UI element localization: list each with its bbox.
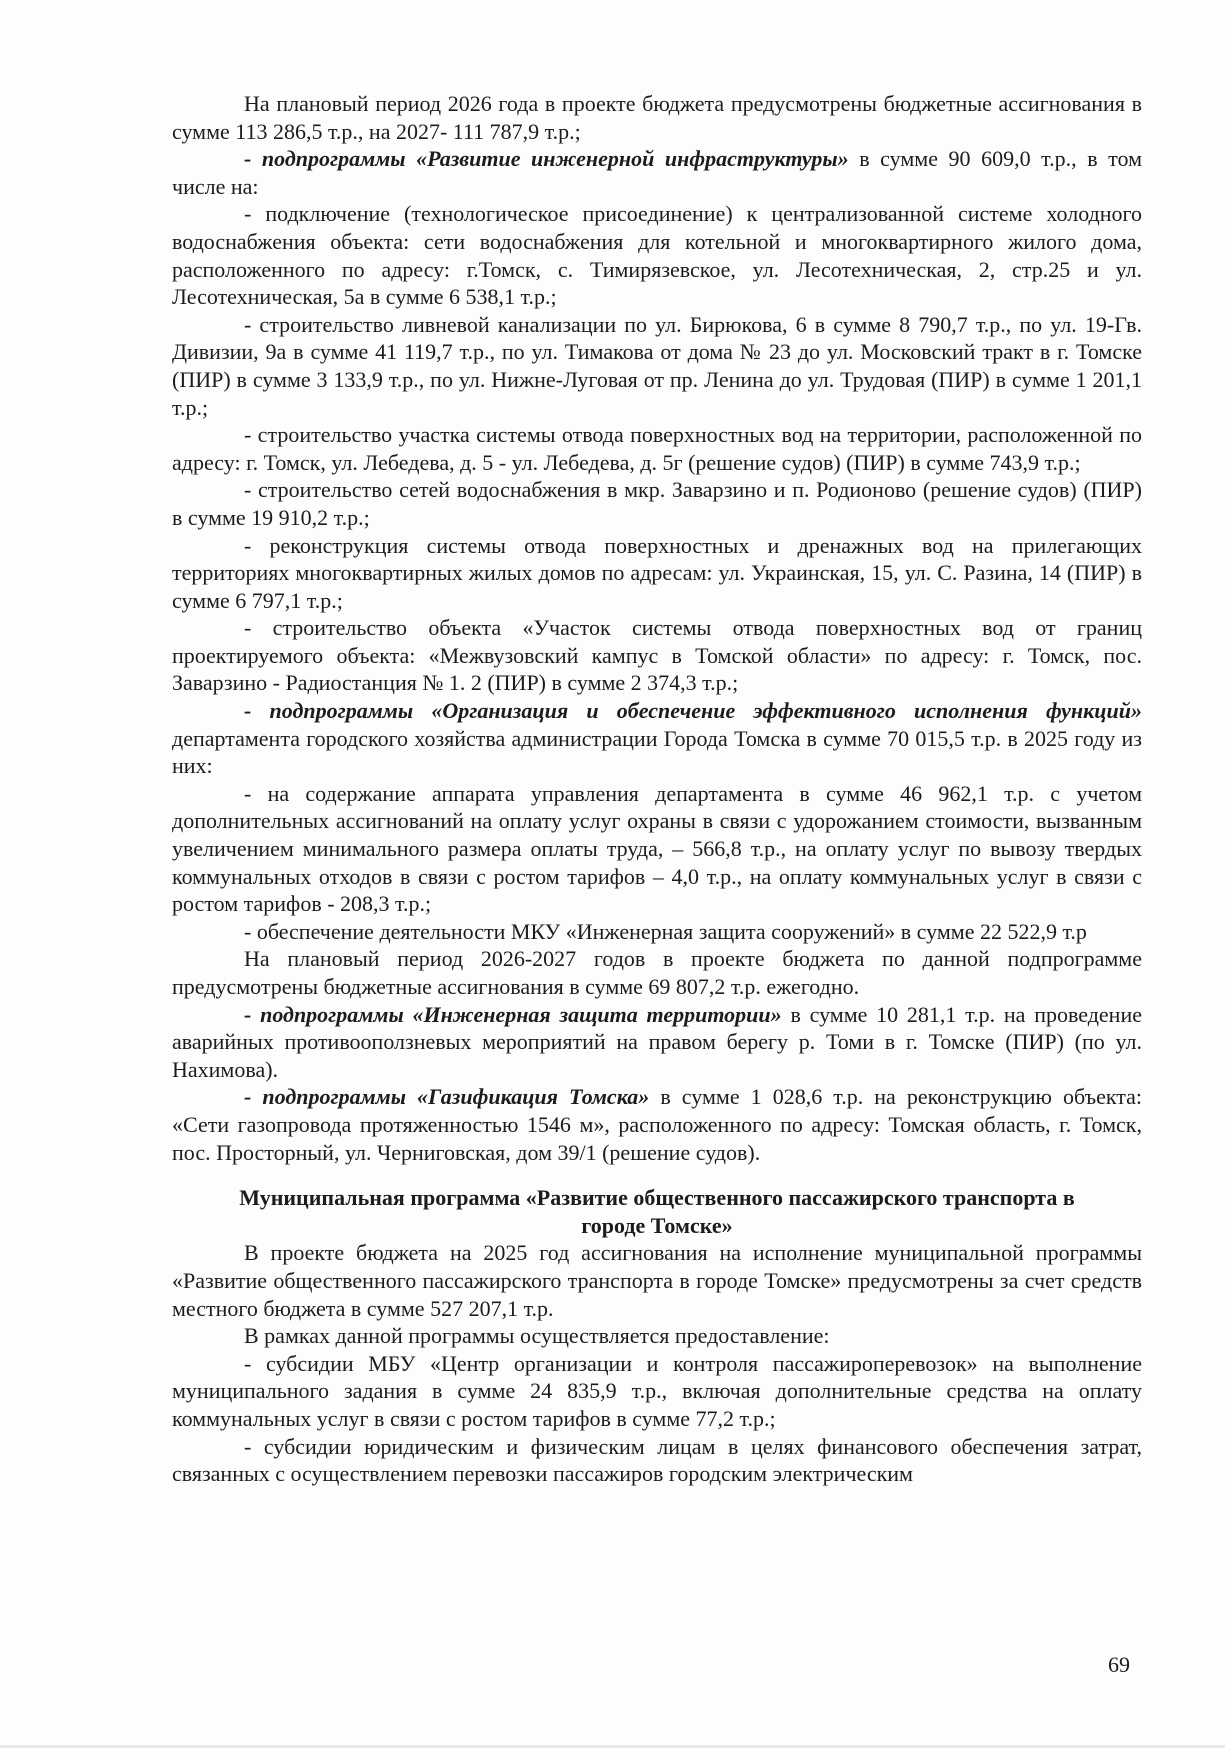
paragraph: - строительство объекта «Участок системы отвода поверхностных вод от границ проектируемого объекта: «Межвузовский кампус в Томской области» по адресу: г. Томск, пос. Заварзино - Радиостанция № 1. 2 (ПИР) в сумме 2 374,3 т.р.; bbox=[172, 615, 1142, 696]
paragraph: В проекте бюджета на 2025 год ассигнования на исполнение муниципальной программы «Развитие общественного пассажирского транспорта в городе Томске» предусмотрены за счет средств местного бюджета в сумме 527 207,1 т.р. bbox=[172, 1240, 1142, 1321]
paragraph: - реконструкция системы отвода поверхностных и дренажных вод на прилегающих территориях многоквартирных жилых домов по адресам: ул. Украинская, 15, ул. С. Разина, 14 (ПИР) в сумме 6 797,1 т.р.; bbox=[172, 532, 1142, 613]
section-heading: Муниципальная программа «Развитие общественного пассажирского транспорта в городе Томске» bbox=[239, 1185, 1075, 1238]
scan-edge-divider bbox=[0, 1745, 1225, 1748]
subprogram-title: - подпрограммы «Газификация Томска» bbox=[244, 1084, 650, 1110]
subprogram-title: - подпрограммы «Организация и обеспечение эффективного исполнения функций» bbox=[244, 698, 1142, 724]
subprogram-title: - подпрограммы «Развитие инженерной инфраструктуры» bbox=[244, 146, 849, 172]
paragraph: В рамках данной программы осуществляется предоставление: bbox=[244, 1323, 830, 1349]
document-body bbox=[172, 90, 1142, 1488]
paragraph: - субсидии МБУ «Центр организации и контроля пассажироперевозок» на выполнение муниципального задания в сумме 24 835,9 т.р., включая дополнительные средства на оплату коммунальных услуг в связи с ростом тарифов в сумме 77,2 т.р.; bbox=[172, 1350, 1142, 1431]
paragraph bbox=[172, 697, 1142, 780]
paragraph: - подключение (технологическое присоединение) к централизованной системе холодного водоснабжения объекта: сети водоснабжения для котельной и многоквартирного жилого дома, расположенного по адресу: г.Томск, с. Тимирязевское, ул. Лесотехническая, 2, стр.25 и ул. Лесотехническая, 5а в сумме 6 538,1 т.р.; bbox=[172, 201, 1142, 310]
paragraph-text: в сумме 90 609,0 т.р., в том числе на: bbox=[172, 146, 1142, 199]
paragraph: - строительство ливневой канализации по ул. Бирюкова, 6 в сумме 8 790,7 т.р., по ул. 19-Гв. Дивизии, 9а в сумме 41 119,7 т.р., по ул. Тимакова от дома № 23 до ул. Московский тракт в г. Томске (ПИР) в сумме 3 133,9 т.р., по ул. Нижне-Луговая от пр. Ленина до ул. Трудовая (ПИР) в сумме 1 201,1 т.р.; bbox=[172, 311, 1142, 420]
paragraph: На плановый период 2026-2027 годов в проекте бюджета по данной подпрограмме предусмотрены бюджетные ассигнования в сумме 69 807,2 т.р. ежегодно. bbox=[172, 946, 1142, 999]
paragraph-text: в сумме 10 281,1 т.р. на проведение аварийных противооползневых мероприятий на правом берегу р. Томи в г. Томске (ПИР) (по ул. Нахимова). bbox=[172, 1001, 1142, 1082]
paragraph: - обеспечение деятельности МКУ «Инженерная защита сооружений» в сумме 22 522,9 т.р bbox=[244, 918, 1087, 944]
paragraph: - субсидии юридическим и физическим лицам в целях финансового обеспечения затрат, связанных с осуществлением перевозки пассажиров городским электрическим bbox=[172, 1433, 1142, 1487]
paragraph-text: в сумме 1 028,6 т.р. на реконструкцию объекта: «Сети газопровода протяженностью 1546 м», расположенного по адресу: Томская область, г. Томск, пос. Просторный, ул. Черниговская, дом 39/1 (решение судов). bbox=[172, 1084, 1142, 1165]
paragraph bbox=[172, 1083, 1142, 1166]
page-number: 69 bbox=[1108, 1652, 1130, 1677]
paragraph: - строительство участка системы отвода поверхностных вод на территории, расположенной по адресу: г. Томск, ул. Лебедева, д. 5 - ул. Лебедева, д. 5г (решение судов) (ПИР) в сумме 743,9 т.р.; bbox=[172, 422, 1142, 475]
paragraph: - на содержание аппарата управления департамента в сумме 46 962,1 т.р. с учетом дополнительных ассигнований на оплату услуг охраны в связи с удорожанием стоимости, вызванным увеличением минимального размера оплаты труда, – 566,8 т.р., на оплату услуг по вывозу твердых коммунальных отходов в связи с ростом тарифов – 4,0 т.р., на оплату коммунальных услуг в связи с ростом тарифов - 208,3 т.р.; bbox=[172, 780, 1142, 917]
paragraph: - строительство сетей водоснабжения в мкр. Заварзино и п. Родионово (решение судов) (ПИР) в сумме 19 910,2 т.р.; bbox=[172, 477, 1142, 530]
paragraph-text: департамента городского хозяйства администрации Города Томска в сумме 70 015,5 т.р. в 2025 году из них: bbox=[172, 725, 1142, 779]
paragraph bbox=[172, 145, 1142, 200]
subprogram-title: - подпрограммы «Инженерная защита территории» bbox=[244, 1001, 782, 1027]
paragraph: На плановый период 2026 года в проекте бюджета предусмотрены бюджетные ассигнования в сумме 113 286,5 т.р., на 2027- 111 787,9 т.р.; bbox=[172, 91, 1142, 144]
paragraph bbox=[172, 1001, 1142, 1084]
